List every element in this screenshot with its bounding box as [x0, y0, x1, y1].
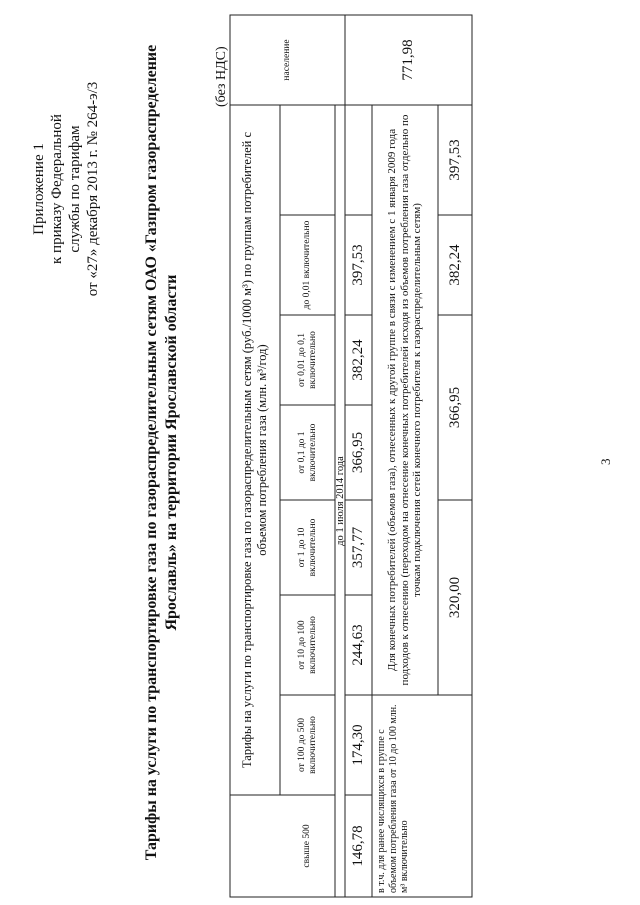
- tariff-value: 174,30: [350, 724, 366, 766]
- tariff-value: 146,78: [350, 825, 366, 867]
- appendix-line-4: от «27» декабря 2013 г. № 264-э/3: [85, 81, 101, 297]
- tariff-value: 397,53: [446, 139, 463, 181]
- column-header-0-01-0-1: от 0,01 до 0,1 включительно: [296, 331, 318, 389]
- vat-note: (без НДС): [214, 46, 229, 107]
- sub-row-label: в т.ч. для ранее числящихся в группе с объемом потребления газа от 10 до 100 млн. м³ включительно: [376, 704, 410, 893]
- column-header-up-to-0-01: до 0,01 включительно: [302, 220, 312, 310]
- column-header-100-500: от 100 до 500 включительно: [296, 716, 318, 774]
- tariff-value: 397,53: [350, 244, 366, 286]
- tariff-value: 382,24: [446, 244, 463, 286]
- column-header-0-1-1: от 0,1 до 1 включительно: [296, 423, 318, 482]
- period-label: до 1 июля 2014 года: [334, 456, 346, 546]
- tariff-value: 320,00: [446, 576, 463, 619]
- document-title: Тарифы на услуги по транспортировке газа по газораспределительным сетям ОАО «Газпром газораспределение Ярославль» на территории Ярославской области: [143, 44, 180, 861]
- column-header-population: население: [282, 39, 292, 81]
- appendix-line-2: к приказу Федеральной: [49, 114, 65, 264]
- population-tariff-value: 771,98: [400, 39, 416, 81]
- tariff-value: 366,95: [350, 431, 366, 474]
- column-header-over-500: свыше 500: [302, 824, 312, 868]
- regrouped-consumers-note: Для конечных потребителей (объемов газа), отнесенных к другой группе в связи с изменением с 1 января 2009 года подходов к отнесению (переходом на отнесение конечных потребителей исходя из объемов потребления газа отдельно по точкам подключения сетей конечного потребителя к газораспределительным сетям): [386, 114, 424, 686]
- appendix-line-3: службы по тарифам: [67, 125, 83, 253]
- tariff-value: 357,77: [350, 526, 366, 569]
- tariff-value: 382,24: [350, 339, 366, 381]
- page-number: 3: [598, 458, 613, 465]
- table-header-title: Тарифы на услуги по транспортировке газа по газораспределительным сетям (руб./1000 м³) по группам потребителей с объемом потребления газа (млн. м³/год): [240, 131, 269, 769]
- tariff-value: 366,95: [446, 386, 463, 429]
- tariff-value: 244,63: [350, 624, 366, 666]
- column-header-1-10: от 1 до 10 включительно: [296, 518, 318, 577]
- column-header-10-100: от 10 до 100 включительно: [296, 616, 318, 674]
- appendix-line-1: Приложение 1: [31, 143, 47, 235]
